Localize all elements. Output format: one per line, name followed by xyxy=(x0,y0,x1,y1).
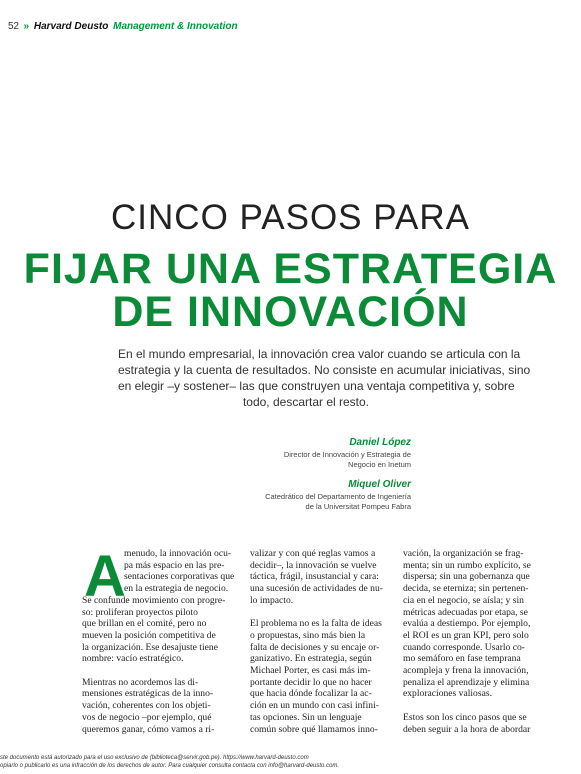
body-text-line: mo semáforo en fase temprana xyxy=(403,653,521,665)
license-footer xyxy=(0,754,581,770)
body-text-line: cia en el negocio, se aísla; y sin xyxy=(403,594,524,606)
body-text-line: falta de decisiones y su encaje or- xyxy=(250,641,380,653)
header-separator: » xyxy=(23,21,30,32)
body-text-line: sentaciones corporativas que xyxy=(124,571,235,583)
article-title-line-1: CINCO PASOS PARA xyxy=(111,198,470,237)
author-role-line: Catedrático del Departamento de Ingeniería xyxy=(265,492,411,501)
body-text-line: evalúa a destiempo. Por ejemplo, xyxy=(403,618,531,630)
body-text-line: o propuestas, sino más bien la xyxy=(250,629,366,641)
body-column-3 xyxy=(403,548,559,735)
body-text-line: deben seguir a la hora de abordar xyxy=(403,723,531,735)
body-text-line: que hacia dónde focalizar la ac- xyxy=(250,688,372,700)
lede-line: todo, descartar el resto. xyxy=(242,395,370,409)
paragraph-break xyxy=(250,607,406,619)
article-lede xyxy=(118,346,531,410)
author-role xyxy=(265,450,411,470)
paragraph-break xyxy=(82,665,238,677)
body-text-line: valizar y con qué reglas vamos a xyxy=(250,548,376,559)
article-title-line-3: DE INNOVACIÓN xyxy=(112,288,469,336)
body-text-line: El problema no es la falta de ideas xyxy=(250,618,382,630)
body-text-line: mueven la posición competitiva de xyxy=(82,629,216,641)
body-text-line: una sucesión de actividades de nu- xyxy=(250,583,383,595)
body-text-line: so: proliferan proyectos piloto xyxy=(82,606,198,618)
body-text-line: común sobre qué llamamos inno- xyxy=(250,723,378,735)
author-role-line: Negocio en Inetum xyxy=(348,460,411,469)
author-name: Daniel López xyxy=(349,437,411,448)
body-text-line: portante decidir lo que no hacer xyxy=(250,676,372,688)
body-text-line: en la estrategia de negocio. xyxy=(124,583,229,595)
author-block xyxy=(265,436,411,512)
lede-line: en elegir –y sostener– las que construyen una ventaja competitiva y, sobre xyxy=(118,379,515,393)
footer-line: opiarlo o publicarlo es una infracción de los derechos de autor. Para cualquier consulta contacta con info@harvard-deusto.com. xyxy=(0,763,340,769)
body-text-line: métricas adecuadas por etapa, se xyxy=(403,606,528,618)
lede-line: En el mundo empresarial, la innovación crea valor cuando se articula con la xyxy=(118,347,521,361)
body-text-line: Estos son los cinco pasos que se xyxy=(403,711,527,723)
author-role-line: Director de Innovación y Estrategia de xyxy=(283,450,411,459)
magazine-name: Harvard Deusto xyxy=(33,21,109,32)
body-text-line: vos de negocio –por ejemplo, qué xyxy=(82,711,212,723)
body-text-line: Mientras no acordemos las di- xyxy=(82,676,199,688)
author-role-line: de la Universitat Pompeu Fabra xyxy=(305,502,411,511)
body-text-line: dispersa; sin una gobernanza que xyxy=(403,571,530,583)
body-text-line: cuando corresponde. Usarlo co- xyxy=(403,641,526,653)
body-text-line: exploraciones valiosas. xyxy=(403,688,492,700)
article-title-line-2: FIJAR UNA ESTRATEGIA xyxy=(23,245,558,293)
body-text-line: vación, coherentes con los objeti- xyxy=(82,700,211,712)
running-header xyxy=(8,20,238,34)
body-text-line: táctica, frágil, insustancial y cara: xyxy=(250,571,379,583)
body-text-line: ción en un mundo con casi infini- xyxy=(250,700,379,712)
page-number: 52 xyxy=(8,21,19,32)
paragraph-break xyxy=(403,700,559,712)
body-text-line: nombre: vacío estratégico. xyxy=(82,653,184,665)
author-name: Miquel Oliver xyxy=(348,479,411,490)
author-role xyxy=(265,492,411,512)
body-text-line: que brillan en el comité, pero no xyxy=(82,618,207,630)
body-text-line: Se confunde movimiento con progre- xyxy=(82,594,226,606)
body-text-line: pa más espacio en las pre- xyxy=(124,559,225,571)
body-text-line: menudo, la innovación ocu- xyxy=(124,548,232,559)
section-name: Management & Innovation xyxy=(113,21,238,32)
drop-cap: A xyxy=(84,544,126,609)
body-text-line: vación, la organización se frag- xyxy=(403,548,524,559)
body-text-line: ganizativo. En estrategia, según xyxy=(250,653,372,665)
footer-line: ste documento está autorizado para el uso exclusivo de (biblioteca@servir.gob.pe). https://www.harvard-deusto.com xyxy=(0,755,309,761)
body-text-line: queremos ganar, cómo vamos a ri- xyxy=(82,723,215,735)
body-text-line: mensiones estratégicas de la inno- xyxy=(82,688,214,700)
lede-line: estrategia y la cuenta de resultados. No consiste en acumular iniciativas, sino xyxy=(118,363,531,377)
body-column-2 xyxy=(250,548,406,735)
body-text-line: Michael Porter, es casi más im- xyxy=(250,665,371,677)
body-text-line: el ROI es un gran KPI, pero solo xyxy=(403,629,529,641)
body-text-line: acompleja y frena la innovación, xyxy=(403,665,529,677)
body-text-line: la organización. Ese desajuste tiene xyxy=(82,641,218,653)
body-text-line: menta; sin un rumbo explícito, se xyxy=(403,559,531,571)
body-text-line: tas opciones. Sin un lenguaje xyxy=(250,711,362,723)
body-column-1 xyxy=(82,544,238,735)
body-text-line: decida, se eterniza; sin pertenen- xyxy=(403,583,529,595)
body-text-line: penaliza el aprendizaje y elimina xyxy=(403,676,530,688)
body-text-line: lo impacto. xyxy=(250,594,294,606)
body-text-line: decidir–, la innovación se vuelve xyxy=(250,559,377,571)
